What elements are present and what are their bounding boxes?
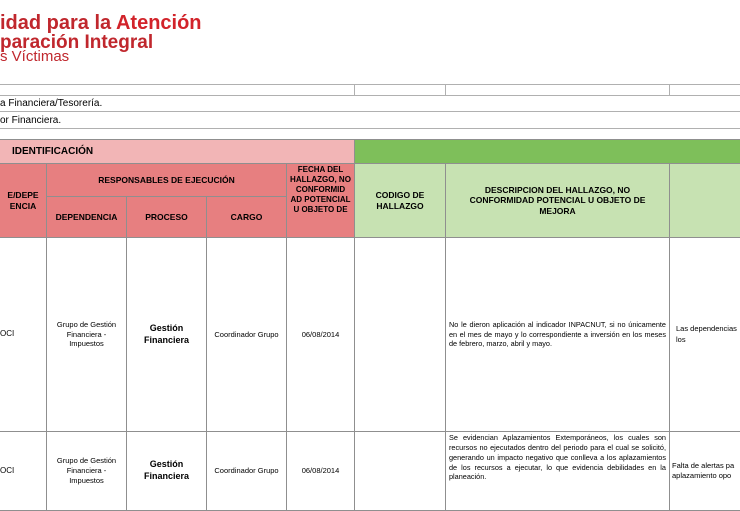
row1-dependencia[interactable] xyxy=(46,237,127,432)
row2-descripcion[interactable] xyxy=(445,431,670,511)
header-codigo[interactable] xyxy=(354,163,446,238)
header-fecha-label: FECHA DEL HALLAZGO, NO CONFORMID AD POTENCIAL U OBJETO DE xyxy=(290,165,351,214)
row2-causa[interactable] xyxy=(669,431,740,511)
row2-cargo[interactable] xyxy=(206,431,287,511)
role-info-cell[interactable] xyxy=(0,111,740,129)
entity-logo xyxy=(0,0,740,84)
row2-cargo-text: Coordinador Grupo xyxy=(214,466,279,476)
role-info-text: or Financiera. xyxy=(0,114,62,126)
header-proceso[interactable] xyxy=(126,196,207,238)
logo-line-2: paración Integral xyxy=(0,32,154,53)
row2-causa-text: Falta de alertas pa aplazamiento opo xyxy=(672,460,735,480)
header-proceso-label: PROCESO xyxy=(145,211,188,222)
identificacion-section-header[interactable] xyxy=(0,139,355,164)
identificacion-label: IDENTIFICACIÓN xyxy=(12,146,94,157)
header-codigo-label: CODIGO DE HALLAZGO xyxy=(375,189,425,211)
header-descripcion[interactable] xyxy=(445,163,670,238)
row2-fecha-text: 06/08/2014 xyxy=(301,466,340,476)
row2-fuente-text: OCI xyxy=(0,465,15,475)
row2-proceso[interactable] xyxy=(126,431,207,511)
row1-cargo[interactable] xyxy=(206,237,287,432)
header-dependencia-left[interactable] xyxy=(0,163,47,238)
row2-proceso-text: Gestión Financiera xyxy=(143,459,190,481)
logo-text-prefix: idad para la xyxy=(0,12,116,34)
row2-descripcion-text: Se evidencian Aplazamientos Extemporáneos, los cuales son recursos no ejecutados dentro del periodo para el cual se solicitó, generando un impacto negativo que conlleva a los aplazamientos de los recursos a ejecutar, lo que evidencia debilidades en la planeación. xyxy=(449,433,666,482)
header-cargo-label: CARGO xyxy=(230,211,263,222)
row1-causa[interactable] xyxy=(669,237,740,432)
header-dependencia-label: DEPENDENCIA xyxy=(55,211,118,222)
row2-fuente[interactable] xyxy=(0,431,47,511)
row1-descripcion-text: No le dieron aplicación al indicador INPACNUT, si no únicamente en el mes de mayo y lo correspondiente a inversión en los meses de febrero, marzo, abril y mayo. xyxy=(449,319,666,349)
area-info-cell[interactable] xyxy=(0,95,740,112)
header-responsables[interactable] xyxy=(46,163,287,197)
logo-line-3: s Víctimas xyxy=(0,48,70,65)
row2-dependencia-text: Grupo de Gestión Financiera - Impuestos xyxy=(56,456,117,485)
row1-descripcion[interactable] xyxy=(445,237,670,432)
header-dependencia-left-label: E/DEPE ENCIA xyxy=(7,189,39,211)
header-causa[interactable] xyxy=(669,163,740,238)
area-info-text: a Financiera/Tesorería. xyxy=(0,98,103,109)
logo-text-accent: Atención xyxy=(115,12,202,34)
row1-fecha-text: 06/08/2014 xyxy=(301,329,340,339)
header-dependencia[interactable] xyxy=(46,196,127,238)
row1-dependencia-text: Grupo de Gestión Financiera - Impuestos xyxy=(56,319,117,349)
header-responsables-label: RESPONSABLES DE EJECUCIÓN xyxy=(98,174,235,185)
green-section-header[interactable] xyxy=(354,139,740,164)
row2-codigo[interactable] xyxy=(354,431,446,511)
row2-dependencia[interactable] xyxy=(46,431,127,511)
logo-line-1 xyxy=(0,13,202,33)
header-cargo[interactable] xyxy=(206,196,287,238)
row1-causa-text: Las dependencias los xyxy=(676,324,737,344)
row1-proceso[interactable] xyxy=(126,237,207,432)
header-descripcion-label: DESCRIPCION DEL HALLAZGO, NO CONFORMIDAD POTENCIAL U OBJETO DE MEJORA xyxy=(469,184,646,216)
row1-codigo[interactable] xyxy=(354,237,446,432)
row1-proceso-text: Gestión Financiera xyxy=(143,322,190,345)
row1-cargo-text: Coordinador Grupo xyxy=(214,329,279,339)
row1-fuente-text: OCI xyxy=(0,329,15,339)
row1-fuente[interactable] xyxy=(0,237,47,432)
row2-fecha[interactable] xyxy=(286,431,355,511)
row1-fecha[interactable] xyxy=(286,237,355,432)
header-fecha[interactable] xyxy=(286,163,355,238)
